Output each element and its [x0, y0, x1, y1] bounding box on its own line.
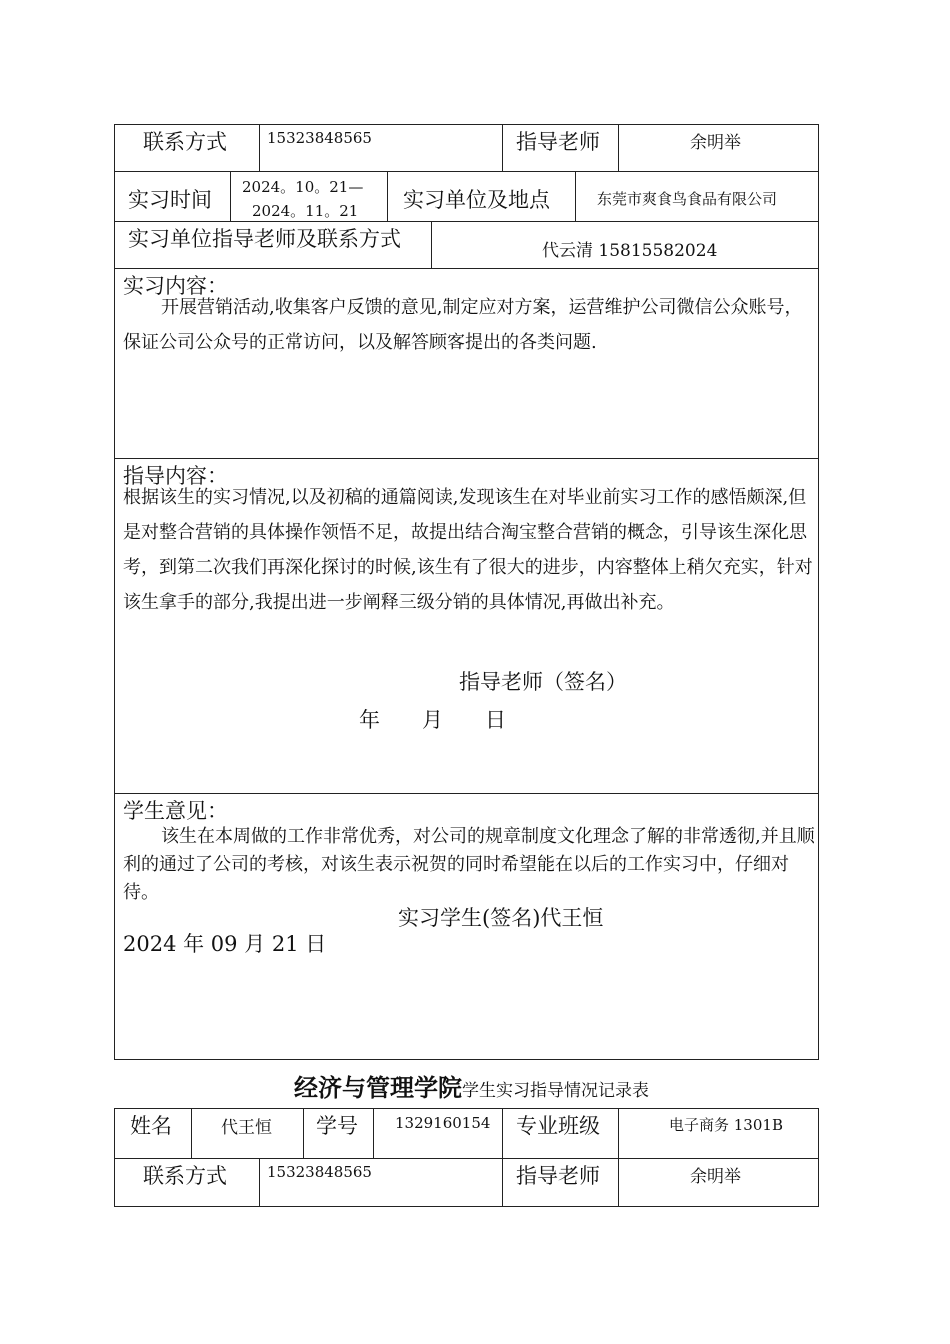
- bottom-advisor-label: 指导老师: [516, 1164, 600, 1188]
- student-sign: 实习学生(签名)代王恒: [398, 906, 604, 930]
- contact-value: 15323848565: [267, 129, 372, 147]
- content-label: 实习内容：: [123, 274, 228, 298]
- name-label: 姓名: [130, 1114, 172, 1138]
- major-label: 专业班级: [516, 1114, 600, 1138]
- form-heading: [294, 1068, 649, 1103]
- form-title: 学生实习指导情况记录表: [462, 1081, 649, 1101]
- unit-mentor-label: 实习单位指导老师及联系方式: [128, 227, 401, 251]
- period-line1: 2024。10。21—: [242, 178, 364, 196]
- contact-label: 联系方式: [143, 130, 227, 154]
- student-text: 该生在本周做的工作非常优秀，对公司的规章制度文化理念了解的非常透彻,并且顺利的通过了公司的考核，对该生表示祝贺的同时希望能在以后的工作实习中，仔细对待。: [123, 826, 815, 903]
- advisor-label: 指导老师: [516, 130, 600, 154]
- major-value: 电子商务 1301B: [669, 1116, 783, 1134]
- content-text: 开展营销活动,收集客户反馈的意见,制定应对方案，运营维护公司微信公众账号，保证公司公众号的正常访问，以及解答顾客提出的各类问题.: [123, 297, 803, 353]
- guidance-label: 指导内容：: [123, 464, 228, 488]
- advisor-value: 余明举: [690, 133, 741, 153]
- guidance-date: 年 月 日: [359, 708, 506, 732]
- student-label: 学生意见：: [123, 799, 228, 823]
- period-label: 实习时间: [128, 188, 212, 212]
- period-line2: 2024。11。21: [252, 202, 359, 220]
- college-name: 经济与管理学院: [294, 1073, 462, 1102]
- bottom-contact-value: 15323848565: [267, 1163, 372, 1181]
- unit-value: 东莞市爽食鸟食品有限公司: [597, 190, 778, 208]
- bottom-advisor-value: 余明举: [690, 1167, 741, 1187]
- unit-mentor-value: 代云清 15815582024: [542, 241, 718, 261]
- id-label: 学号: [316, 1114, 358, 1138]
- id-value: 1329160154: [395, 1114, 491, 1132]
- unit-label: 实习单位及地点: [403, 188, 550, 212]
- name-value: 代王恒: [221, 1118, 272, 1138]
- bottom-contact-label: 联系方式: [143, 1164, 227, 1188]
- guidance-text: 根据该生的实习情况,以及初稿的通篇阅读,发现该生在对毕业前实习工作的感悟颇深,但是对整合营销的具体操作领悟不足，故提出结合淘宝整合营销的概念，引导该生深化思考，到第二次我们再深化探讨的时候,该生有了很大的进步，内容整体上稍欠充实，针对该生拿手的部分,我提出进一步阐释三级分销的具体情况,再做出补充。: [123, 487, 813, 613]
- student-date: 2024 年 09 月 21 日: [123, 932, 327, 956]
- guidance-sign: 指导老师（签名）: [459, 670, 627, 694]
